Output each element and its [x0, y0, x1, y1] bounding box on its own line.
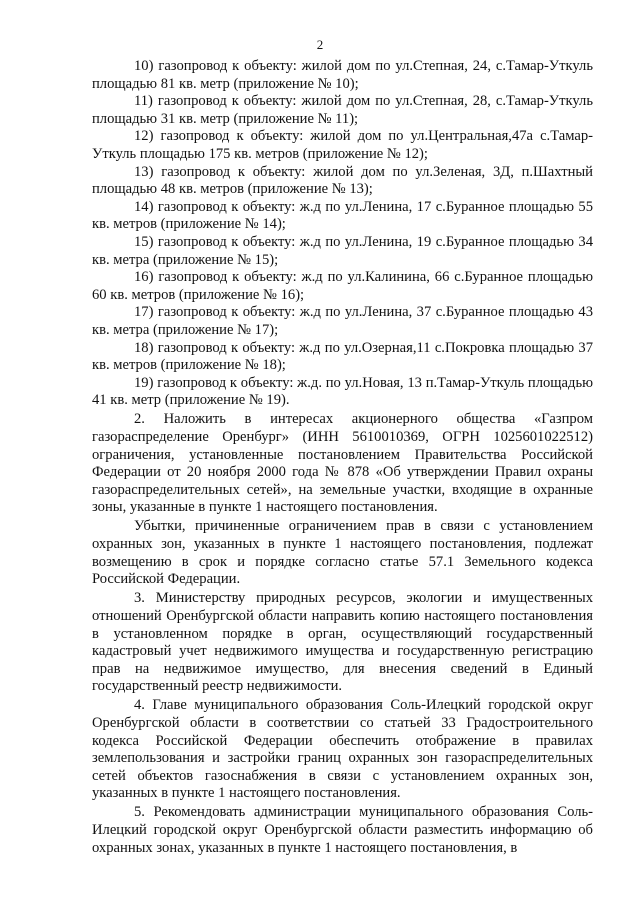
list-item-19: 19) газопровод к объекту: ж.д. по ул.Новая, 13 п.Тамар-Уткуль площадью 41 кв. метр (приложение № 19). — [92, 374, 593, 409]
list-item-16: 16) газопровод к объекту: ж.д по ул.Калинина, 66 с.Буранное площадью 60 кв. метров (приложение № 16); — [92, 269, 593, 303]
list-item-15: 15) газопровод к объекту: ж.д по ул.Ленина, 19 с.Буранное площадью 34 кв. метра (приложение № 15); — [92, 233, 593, 268]
list-item-14: 14) газопровод к объекту: ж.д по ул.Ленина, 17 с.Буранное площадью 55 кв. метров (приложение № 14); — [92, 198, 593, 233]
list-item-18: 18) газопровод к объекту: ж.д по ул.Озерная,11 с.Покровка площадью 37 кв. метров (приложение № 18); — [92, 339, 593, 374]
list-item-12: 12) газопровод к объекту: жилой дом по ул.Центральная,47а с.Тамар-Уткуль площадью 175 кв. метров (приложение № 12); — [92, 128, 593, 162]
page-number: 2 — [316, 37, 324, 52]
clause-3: 3. Министерству природных ресурсов, экологии и имущественных отношений Оренбургской области направить копию настоящего постановления в установленном порядке в орган, осуществляющий государственный кадастровый учет недвижимого имущества и государственную регистрацию прав на недвижимое имущество, для внесения сведений в Единый государственный реестр недвижимости. — [92, 590, 593, 695]
clause-5: 5. Рекомендовать администрации муниципального образования Соль-Илецкий городской округ Оренбургской области разместить информацию об охранных зонах, указанных в пункте 1 настоящего постановления, в — [92, 804, 593, 856]
clause-2-damages: Убытки, причиненные ограничением прав в связи с установлением охранных зон, указанных в пункте 1 настоящего постановления, подлежат возмещению в срок и порядке согласно статье 57.1 Земельного кодекса Российской Федерации. — [92, 518, 593, 588]
clause-4: 4. Главе муниципального образования Соль-Илецкий городской округ Оренбургской области в соответствии со статьей 33 Градостроительного кодекса Российской Федерации обеспечить отображение в правилах землепользования и застройки границ охранных зон газораспределительных сетей объектов газоснабжения в связи с установлением охранных зон, указанных в пункте 1 настоящего постановления. — [92, 697, 593, 802]
list-item-13: 13) газопровод к объекту: жилой дом по ул.Зеленая, 3Д, п.Шахтный площадью 48 кв. метров (приложение № 13); — [92, 163, 593, 198]
clause-2: 2. Наложить в интересах акционерного общества «Газпром газораспределение Оренбург» (ИНН 5610010369, ОГРН 1025601022512) ограничения, установленные постановлением Правительства Российской Федерации от 20 ноября 2000 года № 878 «Об утверждении Правил охраны газораспределительных сетей», на земельные участки, входящие в охранные зоны, указанные в пункте 1 настоящего постановления. — [92, 411, 593, 516]
list-item-10: 10) газопровод к объекту: жилой дом по ул.Степная, 24, с.Тамар-Уткуль площадью 81 кв. метр (приложение № 10); — [92, 58, 593, 92]
list-item-17: 17) газопровод к объекту: ж.д по ул.Ленина, 37 с.Буранное площадью 43 кв. метра (приложение № 17); — [92, 304, 593, 338]
list-item-11: 11) газопровод к объекту: жилой дом по ул.Степная, 28, с.Тамар-Уткуль площадью 31 кв. метр (приложение № 11); — [92, 93, 593, 127]
document-body — [92, 58, 593, 857]
